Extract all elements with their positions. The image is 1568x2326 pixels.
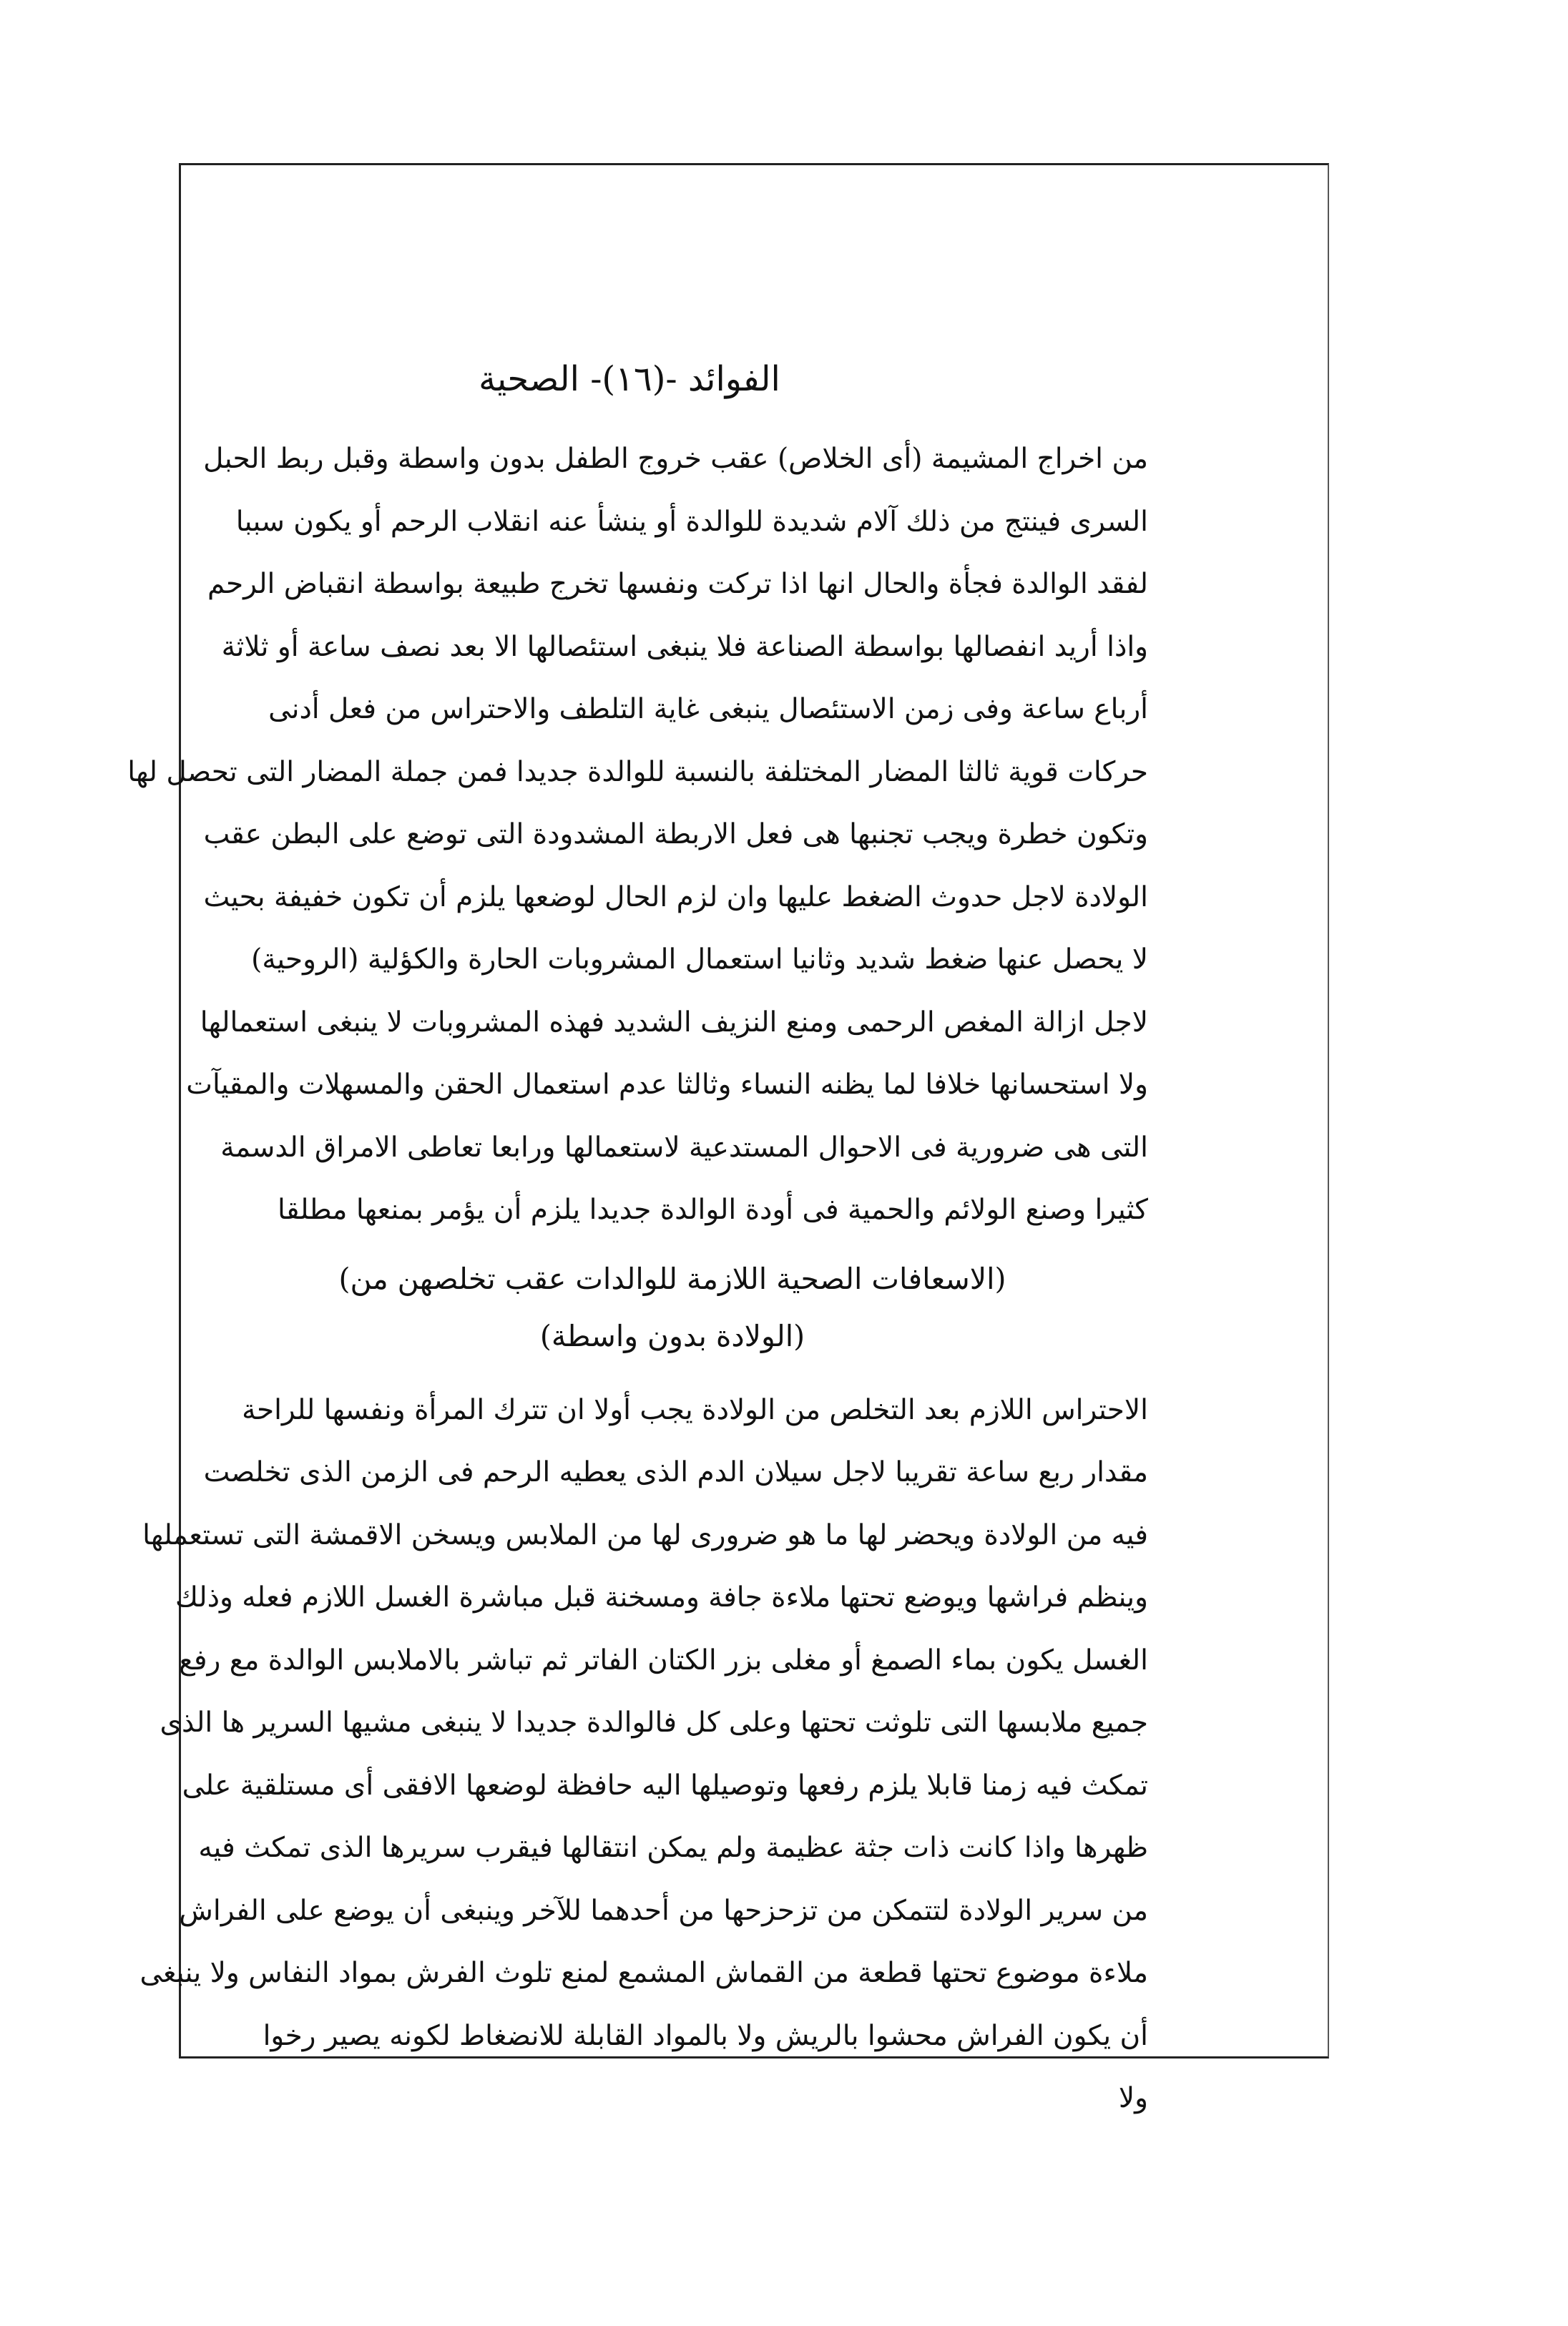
paragraph-1 (127, 428, 1148, 1242)
text-line: جميع ملابسها التى تلوثت تحتها وعلى كل فالوالدة جديدا لا ينبغى مشيها السرير ها الذى (160, 1707, 1148, 1739)
text-line: واذا أريد انفصالها بواسطة الصناعة فلا ينبغى استئصالها الا بعد نصف ساعة أو ثلاثة (221, 630, 1148, 663)
paragraph-2 (139, 1379, 1148, 2130)
text-line: ظهرها واذا كانت ذات جثة عظيمة ولم يمكن انتقالها فيقرب سريرها الذى تمكث فيه (198, 1832, 1148, 1864)
text-line: كثيرا وصنع الولائم والحمية فى أودة الوالدة جديدا يلزم أن يؤمر بمنعها مطلقا (278, 1194, 1148, 1226)
text-line: فيه من الولادة ويحضر لها ما هو ضرورى لها من الملابس ويسخن الاقمشة التى تستعملها (142, 1518, 1148, 1551)
text-line: من اخراج المشيمة (أى الخلاص) عقب خروج الطفل بدون واسطة وقبل ربط الحبل (203, 443, 1148, 475)
page-content (127, 358, 1148, 2130)
text-line: ملاءة موضوع تحتها قطعة من القماش المشمع لمنع تلوث الفرش بمواد النفاس ولا ينبغى (139, 1957, 1148, 1989)
text-line: أن يكون الفراش محشوا بالريش ولا بالمواد القابلة للانضغاط لكونه يصير رخوا (263, 2019, 1148, 2052)
section-heading (197, 1250, 1148, 1365)
text-line: وينظم فراشها ويوضع تحتها ملاءة جافة ومسخنة قبل مباشرة الغسل اللازم فعله وذلك (175, 1581, 1148, 1614)
section-heading-line: (الولادة بدون واسطة) (539, 1318, 805, 1353)
text-line: وتكون خطرة ويجب تجنبها هى فعل الاربطة المشدودة التى توضع على البطن عقب (203, 818, 1148, 850)
text-line: أرباع ساعة وفى زمن الاستئصال ينبغى غاية التلطف والاحتراس من فعل أدنى (268, 693, 1148, 725)
text-line: الغسل يكون بماء الصمغ أو مغلى بزر الكتان الفاتر ثم تباشر بالاملابس الوالدة مع رفع (179, 1644, 1148, 1677)
page-header: الفوائد -(١٦)- الصحية (479, 359, 780, 399)
text-line: تمكث فيه زمنا قابلا يلزم رفعها وتوصيلها اليه حافظة لوضعها الافقى أى مستلقية على (182, 1769, 1148, 1802)
section-heading-line: (الاسعافات الصحية اللازمة للوالدات عقب تخلصهن من) (338, 1261, 1006, 1296)
text-line: الاحتراس اللازم بعد التخلص من الولادة يجب أولا ان تترك المرأة ونفسها للراحة (242, 1393, 1148, 1426)
text-line: لفقد الوالدة فجأة والحال انها اذا تركت ونفسها تخرج طبيعة بواسطة انقباض الرحم (207, 568, 1148, 600)
text-line: التى هى ضرورية فى الاحوال المستدعية لاستعمالها ورابعا تعاطى الامراق الدسمة (220, 1131, 1148, 1164)
text-line: ولا استحسانها خلافا لما يظنه النساء وثالثا عدم استعمال الحقن والمسهلات والمقيآت (186, 1069, 1148, 1101)
text-line: من سرير الولادة لتتمكن من تزحزحها من أحدهما للآخر وينبغى أن يوضع على الفراش (179, 1894, 1148, 1927)
text-line: لا يحصل عنها ضغط شديد وثانيا استعمال المشروبات الحارة والكؤلية (الروحية) (251, 943, 1148, 976)
text-line: الولادة لاجل حدوث الضغط عليها وان لزم الحال لوضعها يلزم أن تكون خفيفة بحيث (203, 880, 1148, 913)
text-line: السرى فينتج من ذلك آلام شديدة للوالدة أو ينشأ عنه انقلاب الرحم أو يكون سببا (235, 505, 1148, 538)
catchword: ولا (1118, 2082, 1148, 2114)
text-line: مقدار ربع ساعة تقريبا لاجل سيلان الدم الذى يعطيه الرحم فى الزمن الذى تخلصت (203, 1456, 1148, 1488)
text-line: لاجل ازالة المغص الرحمى ومنع النزيف الشديد فهذه المشروبات لا ينبغى استعمالها (200, 1006, 1148, 1039)
text-line: حركات قوية ثالثا المضار المختلفة بالنسبة للوالدة جديدا فمن جملة المضار التى تحصل لها (127, 755, 1148, 788)
